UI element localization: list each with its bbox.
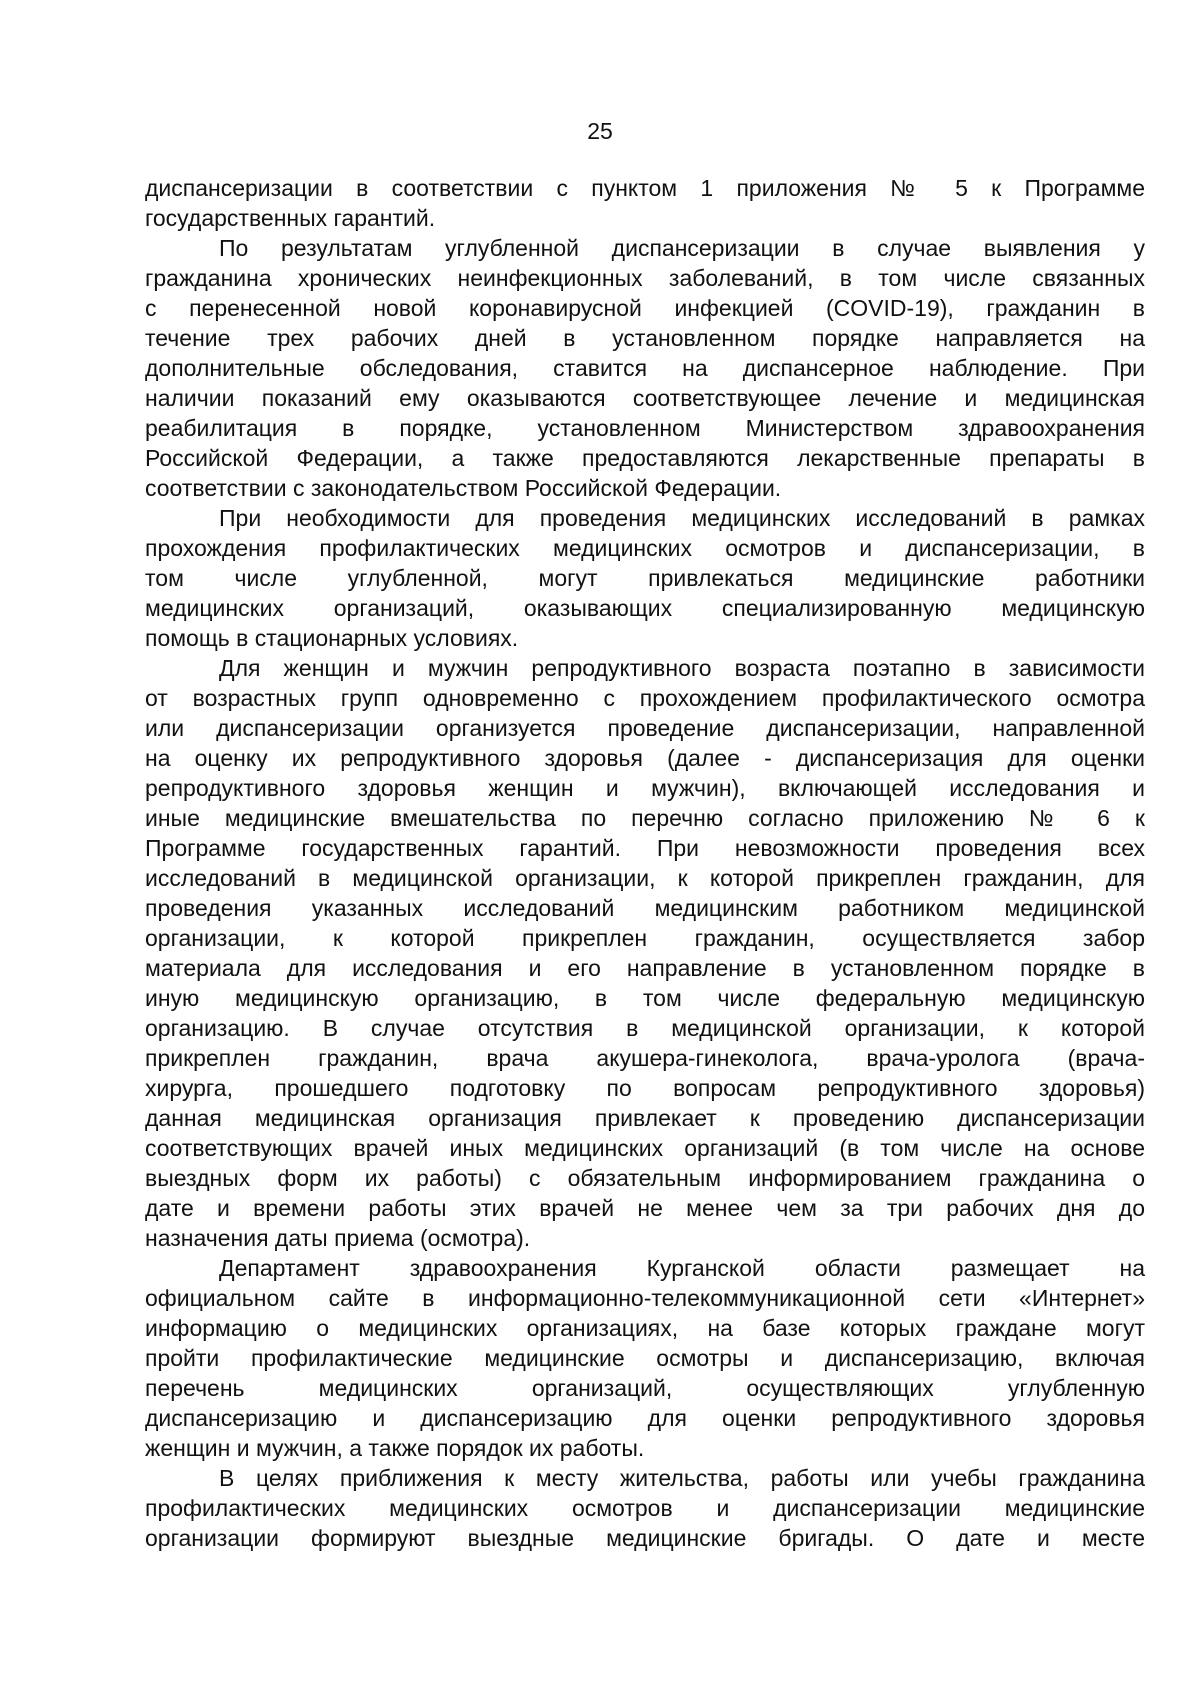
text-line: наличии показаний ему оказываются соответствующее лечение и медицинская (145, 385, 1145, 411)
text-line: прикреплен гражданин, врача акушера-гинеколога, врача-уролога (врача- (145, 1045, 1145, 1071)
text-line: с перенесенной новой коронавирусной инфекцией (COVID-19), гражданин в (145, 295, 1145, 321)
text-line: выездных форм их работы) с обязательным информированием гражданина о (145, 1165, 1145, 1191)
text-line: соответствии с законодательством Российской Федерации. (145, 475, 782, 501)
text-line: официальном сайте в информационно-телекоммуникационной сети «Интернет» (145, 1285, 1145, 1311)
text-line: помощь в стационарных условиях. (145, 625, 519, 651)
text-line: соответствующих врачей иных медицинских организаций (в том числе на основе (145, 1135, 1145, 1161)
text-line: Программе государственных гарантий. При невозможности проведения всех (145, 835, 1145, 861)
text-line: пройти профилактические медицинские осмотры и диспансеризацию, включая (145, 1345, 1145, 1371)
page-number: 25 (587, 118, 613, 144)
text-line: данная медицинская организация привлекает к проведению диспансеризации (145, 1105, 1145, 1131)
text-line: информацию о медицинских организациях, на базе которых граждане могут (145, 1315, 1145, 1341)
text-line: государственных гарантий. (145, 205, 436, 231)
text-line: дате и времени работы этих врачей не менее чем за три рабочих дня до (145, 1195, 1145, 1221)
paragraph-first-line: Для женщин и мужчин репродуктивного возраста поэтапно в зависимости (219, 655, 1145, 681)
text-line: женщин и мужчин, а также порядок их работы. (145, 1435, 645, 1461)
text-line: диспансеризации в соответствии с пунктом 1 приложения № 5 к Программе (145, 175, 1145, 201)
text-line: проведения указанных исследований медицинским работником медицинской (145, 895, 1145, 921)
text-line: назначения даты приема (осмотра). (145, 1225, 531, 1251)
paragraph-first-line: При необходимости для проведения медицинских исследований в рамках (219, 505, 1145, 531)
text-line: организации, к которой прикреплен гражданин, осуществляется забор (145, 925, 1145, 951)
text-line: прохождения профилактических медицинских осмотров и диспансеризации, в (145, 535, 1145, 561)
text-line: дополнительные обследования, ставится на диспансерное наблюдение. При (145, 355, 1145, 381)
text-line: иную медицинскую организацию, в том числе федеральную медицинскую (145, 985, 1145, 1011)
text-line: от возрастных групп одновременно с прохождением профилактического осмотра (145, 685, 1145, 711)
text-line: или диспансеризации организуется проведение диспансеризации, направленной (145, 715, 1145, 741)
text-line: том числе углубленной, могут привлекаться медицинские работники (145, 565, 1145, 591)
text-line: организацию. В случае отсутствия в медицинской организации, к которой (145, 1015, 1145, 1041)
text-line: перечень медицинских организаций, осуществляющих углубленную (145, 1375, 1145, 1401)
paragraph-first-line: По результатам углубленной диспансеризации в случае выявления у (219, 235, 1145, 261)
text-line: материала для исследования и его направление в установленном порядке в (145, 955, 1145, 981)
text-line: организации формируют выездные медицинские бригады. О дате и месте (145, 1525, 1145, 1551)
text-line: на оценку их репродуктивного здоровья (далее - диспансеризация для оценки (145, 745, 1145, 771)
text-line: профилактических медицинских осмотров и диспансеризации медицинские (145, 1495, 1145, 1521)
text-line: исследований в медицинской организации, к которой прикреплен гражданин, для (145, 865, 1145, 891)
text-line: гражданина хронических неинфекционных заболеваний, в том числе связанных (145, 265, 1145, 291)
paragraph-first-line: Департамент здравоохранения Курганской области размещает на (219, 1255, 1145, 1281)
text-line: иные медицинские вмешательства по перечню согласно приложению № 6 к (145, 805, 1145, 831)
paragraph-first-line: В целях приближения к месту жительства, работы или учебы гражданина (219, 1465, 1145, 1491)
text-line: течение трех рабочих дней в установленном порядке направляется на (145, 325, 1145, 351)
text-line: Российской Федерации, а также предоставляются лекарственные препараты в (145, 445, 1145, 471)
text-line: медицинских организаций, оказывающих специализированную медицинскую (145, 595, 1145, 621)
text-line: хирурга, прошедшего подготовку по вопросам репродуктивного здоровья) (145, 1075, 1145, 1101)
text-line: реабилитация в порядке, установленном Министерством здравоохранения (145, 415, 1145, 441)
text-line: диспансеризацию и диспансеризацию для оценки репродуктивного здоровья (145, 1405, 1145, 1431)
text-line: репродуктивного здоровья женщин и мужчин), включающей исследования и (145, 775, 1145, 801)
